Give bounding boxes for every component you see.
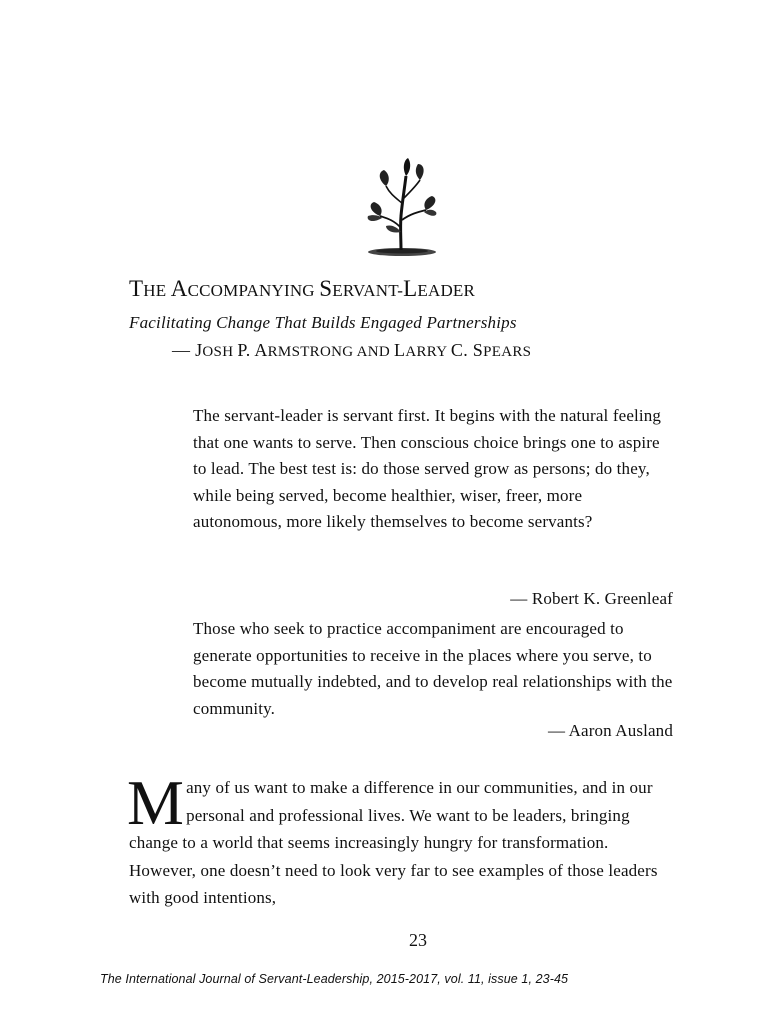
body-text: any of us want to make a difference in our communities, and in our personal and professional lives. We want to be leaders, bringing change to a world that seems increasingly hungry for transformation. However, one doesn’t need to look very far to see examples of those leaders with good intentions, xyxy=(129,778,658,907)
body-paragraph xyxy=(127,767,679,912)
epigraph-attribution-ausland: — Aaron Ausland xyxy=(547,721,673,740)
article-authors: — JOSH P. ARMSTRONG AND LARRY C. SPEARS xyxy=(172,340,532,360)
article-subtitle: Facilitating Change That Builds Engaged Partnerships xyxy=(129,313,517,332)
journal-citation-footer: The International Journal of Servant-Leadership, 2015-2017, vol. 11, issue 1, 23-45 xyxy=(100,972,569,986)
epigraph-greenleaf: The servant-leader is servant first. It begins with the natural feeling that one wants to serve. Then conscious choice brings one to aspire to lead. The best test is: do those served grow as persons; do they, while being served, become healthier, wiser, freer, more autonomous, more likely themselves to become servants? xyxy=(193,406,662,532)
epigraph-attribution-greenleaf: — Robert K. Greenleaf xyxy=(510,589,673,608)
article-title: THE ACCOMPANYING SERVANT-LEADER xyxy=(129,276,476,301)
epigraph-ausland: Those who seek to practice accompaniment are encouraged to generate opportunities to receive in the places where you serve, to become mutually indebted, and to develop real relationships with the community. xyxy=(193,619,673,718)
drop-cap: M xyxy=(127,767,185,838)
sapling-icon xyxy=(360,158,440,258)
page-number: 23 xyxy=(409,930,427,950)
